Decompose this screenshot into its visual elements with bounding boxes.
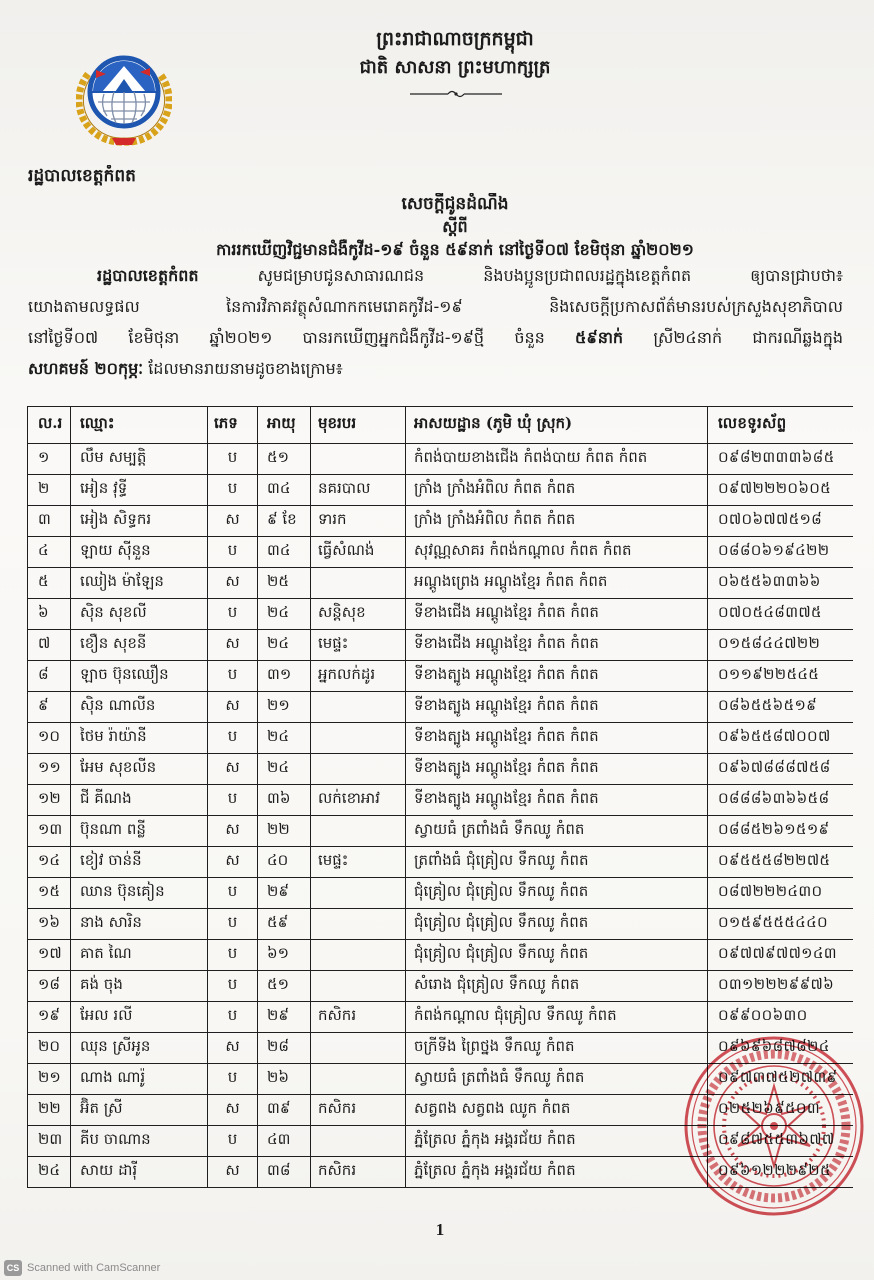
intro-case-count-bold: ៥៩នាក់ [575, 328, 624, 347]
table-row [28, 909, 854, 940]
cell-sex: ប [208, 475, 258, 506]
cell-job: អ្នកលក់ដូរ [311, 661, 406, 692]
cell-sex: ប [208, 1002, 258, 1033]
cell-name: អែម សុខលីន [71, 754, 208, 785]
cell-sex: ស [208, 816, 258, 847]
cell-age: ២៤ [258, 599, 311, 630]
cell-name: អៀន វុទ្ធី [71, 475, 208, 506]
cell-job [311, 1033, 406, 1064]
cell-sex: ប [208, 723, 258, 754]
cell-no: ៦ [28, 599, 71, 630]
cell-sex: ប [208, 909, 258, 940]
table-row [28, 754, 854, 785]
cell-job [311, 723, 406, 754]
cell-no: ២៣ [28, 1126, 71, 1157]
cell-name: សាយ ដារ៉ី [71, 1157, 208, 1188]
camscanner-watermark [4, 1259, 264, 1277]
cell-phone: ០១៥៨៤៤៧២២ [708, 630, 854, 661]
cell-phone: ០១១៩២២៥៤៥ [708, 661, 854, 692]
cell-name: អែល រលី [71, 1002, 208, 1033]
cell-sex: ស [208, 692, 258, 723]
cell-name: ខឿន សុខនី [71, 630, 208, 661]
cell-sex: ស [208, 1157, 258, 1188]
cell-age: ២៩ [258, 1002, 311, 1033]
cell-phone: ០៨៨៨៦៣៦៦៥៨ [708, 785, 854, 816]
cell-sex: ប [208, 971, 258, 1002]
cell-name: ស៊ិន ណាលីន [71, 692, 208, 723]
cell-age: ៤៣ [258, 1126, 311, 1157]
cell-name: ជី គីណង [71, 785, 208, 816]
header-age: អាយុ [258, 407, 311, 444]
cell-age: ៣៤ [258, 475, 311, 506]
cell-age: ២៤ [258, 754, 311, 785]
table-row [28, 568, 854, 599]
header-address: អាសយដ្ឋាន (ភូមិ ឃុំ ស្រុក) [406, 407, 708, 444]
cell-address: ជុំគ្រៀល ជុំគ្រៀល ទឹកឈូ កំពត [406, 878, 708, 909]
cell-age: ៥១ [258, 971, 311, 1002]
cell-job [311, 909, 406, 940]
header-name: ឈ្មោះ [71, 407, 208, 444]
cell-job [311, 940, 406, 971]
cell-age: ៣៤ [258, 537, 311, 568]
cell-address: ទីខាងត្បូង អណ្តូងខ្មែរ កំពត កំពត [406, 723, 708, 754]
cell-phone: ០៩៧៣៧៥២៧៣៩ [708, 1064, 854, 1095]
intro-text: យោងតាមលទ្ធផល នៃការវិភាគវត្ថុសំណាកកមេរោគកូវីដ-១៩ និងសេចក្តីប្រកាសព័ត៌មានរបស់ក្រសួងសុខាភិបាល [28, 297, 843, 316]
page-number: 1 [435, 1220, 445, 1239]
cell-age: ២២ [258, 816, 311, 847]
cell-no: ១១ [28, 754, 71, 785]
cell-phone: ០៩៥៥៥៨២២៧៥ [708, 847, 854, 878]
cell-no: ២១ [28, 1064, 71, 1095]
cell-no: ២ [28, 475, 71, 506]
notice-title: សេចក្តីជូនដំណឹង [401, 194, 509, 214]
cell-no: ២៤ [28, 1157, 71, 1188]
cell-sex: ស [208, 847, 258, 878]
table-row [28, 816, 854, 847]
table-row [28, 723, 854, 754]
camscanner-icon: CS [4, 1260, 22, 1276]
cell-sex: ប [208, 785, 258, 816]
cell-phone: ០៩៦៥៥៨៧០០៧ [708, 723, 854, 754]
cell-phone: ០១៥៩៥៥៥៤៤០ [708, 909, 854, 940]
cell-sex: ស [208, 506, 258, 537]
table-row [28, 506, 854, 537]
cell-address: ទីខាងត្បូង អណ្តូងខ្មែរ កំពត កំពត [406, 785, 708, 816]
cell-no: ១០ [28, 723, 71, 754]
cell-no: ១៦ [28, 909, 71, 940]
cell-name: ណាង ណារ៉ូ [71, 1064, 208, 1095]
cell-phone: ០៣១២២២៩៩៧៦ [708, 971, 854, 1002]
cell-address: ជុំគ្រៀល ជុំគ្រៀល ទឹកឈូ កំពត [406, 940, 708, 971]
cell-address: កំពង់បាយខាងជើង កំពង់បាយ កំពត កំពត [406, 444, 708, 475]
cell-job [311, 1064, 406, 1095]
cell-phone: ០៩៩០០៦៣០ [708, 1002, 854, 1033]
issuer-name: រដ្ឋបាលខេត្តកំពត [28, 166, 136, 186]
cell-no: ១៤ [28, 847, 71, 878]
intro-community-bold: សហគមន៍ ២០កុម្ភៈ [28, 359, 144, 378]
cell-name: ឡាច ប៊ុនឈឿន [71, 661, 208, 692]
header-phone: លេខទូរស័ព្ទ [708, 407, 854, 444]
cell-job [311, 816, 406, 847]
cell-sex: ប [208, 599, 258, 630]
cell-sex: ប [208, 1126, 258, 1157]
cell-age: ៥១ [258, 444, 311, 475]
cell-name: អៀង សិទ្ធករ [71, 506, 208, 537]
cell-sex: ស [208, 1095, 258, 1126]
cell-job: លក់ខោអាវ [311, 785, 406, 816]
cell-name: ឈៀង ម៉ាឡែន [71, 568, 208, 599]
header-no: ល.រ [28, 407, 71, 444]
table-row [28, 940, 854, 971]
cell-job: ទារក [311, 506, 406, 537]
cell-age: ៣១ [258, 661, 311, 692]
cell-sex: ស [208, 630, 258, 661]
cell-name: គាត ណៃ [71, 940, 208, 971]
cell-job [311, 692, 406, 723]
cell-no: ១៨ [28, 971, 71, 1002]
cell-job: សន្តិសុខ [311, 599, 406, 630]
cell-name: នាង សារិន [71, 909, 208, 940]
cell-phone: ០២៥២៦៩៥០៣ [708, 1095, 854, 1126]
cell-phone: ០៩៦១២២២៩២៥ [708, 1157, 854, 1188]
cell-job: កសិករ [311, 1002, 406, 1033]
cell-no: ២០ [28, 1033, 71, 1064]
cell-address: ស្វាយធំ ត្រពាំងធំ ទឹកឈូ កំពត [406, 816, 708, 847]
cell-age: ៣៩ [258, 1095, 311, 1126]
cell-sex: ស [208, 1033, 258, 1064]
cell-no: ១៧ [28, 940, 71, 971]
cell-address: ស្វាយធំ ត្រពាំងធំ ទឹកឈូ កំពត [406, 1064, 708, 1095]
cell-sex: ស [208, 754, 258, 785]
cell-no: ៩ [28, 692, 71, 723]
table-row [28, 1002, 854, 1033]
cell-phone: ០៩៧២២២០៦០៥ [708, 475, 854, 506]
cell-age: ៣៦ [258, 785, 311, 816]
camscanner-text: Scanned with CamScanner [27, 1262, 161, 1274]
cell-phone: ០៨៧២២២៤៣០ [708, 878, 854, 909]
cell-phone: ០៩៦៩៦៨៧៨២៤ [708, 1033, 854, 1064]
cell-address: អណ្តូងព្រេង អណ្តូងខ្មែរ កំពត កំពត [406, 568, 708, 599]
table-row [28, 475, 854, 506]
cell-age: ៦១ [258, 940, 311, 971]
cell-name: ឈុន ស្រីអូន [71, 1033, 208, 1064]
intro-line-3 [28, 324, 843, 352]
cell-age: ២៤ [258, 630, 311, 661]
cell-sex: ប [208, 444, 258, 475]
cell-address: សត្វពង សត្វពង ឈូក កំពត [406, 1095, 708, 1126]
cell-no: ៣ [28, 506, 71, 537]
cell-job: មេផ្ទះ [311, 847, 406, 878]
cell-phone: ០៨៦៥៥៦៥១៩ [708, 692, 854, 723]
table-row [28, 785, 854, 816]
national-motto: ជាតិ សាសនា ព្រះមហាក្សត្រ [359, 57, 551, 78]
cell-phone: ០៧០៥៤៨៣៧៥ [708, 599, 854, 630]
table-row [28, 537, 854, 568]
table-row [28, 630, 854, 661]
header-sex: ភេទ [208, 407, 258, 444]
intro-line-1 [28, 262, 843, 290]
cell-job: កសិករ [311, 1095, 406, 1126]
cell-phone: ០៨៨០៦១៩៤២២ [708, 537, 854, 568]
cell-phone: ០៩៨៧៥៥៣៦៧៧ [708, 1126, 854, 1157]
cell-age: ២៨ [258, 1033, 311, 1064]
cell-phone: ០៩៧៧៩៧៧១៤៣ [708, 940, 854, 971]
cell-address: ទីខាងត្បូង អណ្តូងខ្មែរ កំពត កំពត [406, 754, 708, 785]
cell-age: ៣៨ [258, 1157, 311, 1188]
cell-address: ក្រាំង ក្រាំងអំពិល កំពត កំពត [406, 475, 708, 506]
cell-address: ជុំគ្រៀល ជុំគ្រៀល ទឹកឈូ កំពត [406, 909, 708, 940]
cell-address: ទីខាងត្បូង អណ្តូងខ្មែរ កំពត កំពត [406, 661, 708, 692]
intro-text: ដែលមានរាយនាមដូចខាងក្រោម៖ [143, 359, 343, 378]
cell-name: អ៊ិត ស្រី [71, 1095, 208, 1126]
cell-job: កសិករ [311, 1157, 406, 1188]
intro-line-4 [28, 355, 843, 383]
cell-name: ខៀវ ចាន់នី [71, 847, 208, 878]
table-header-row [28, 407, 854, 444]
cell-address: ភ្នំត្រែល ភ្នំកុង អង្គរជ័យ កំពត [406, 1126, 708, 1157]
cell-no: ៨ [28, 661, 71, 692]
table-row [28, 847, 854, 878]
cell-age: ៥៩ [258, 909, 311, 940]
cell-age: ២៩ [258, 878, 311, 909]
cell-address: ចក្រីទីង ព្រៃថ្នង ទឹកឈូ កំពត [406, 1033, 708, 1064]
cell-age: ២៤ [258, 723, 311, 754]
cell-sex: ប [208, 1064, 258, 1095]
intro-text: ស្រី២៤នាក់ ជាករណីឆ្លងក្នុង [623, 328, 843, 347]
cell-name: ឈាន ប៊ុនគៀន [71, 878, 208, 909]
provincial-logo [76, 46, 172, 148]
cell-phone: ០៨៨៥២៦១៥១៩ [708, 816, 854, 847]
table-row [28, 661, 854, 692]
table-row [28, 444, 854, 475]
intro-text: នៅថ្ងៃទី០៧ ខែមិថុនា ឆ្នាំ២០២១ បានរកឃើញអ្នកជំងឺកូវីដ-១៩ថ្មី ចំនួន [28, 328, 576, 347]
cell-no: ៤ [28, 537, 71, 568]
cell-phone: ០៦៥៥៦៣៣៦៦ [708, 568, 854, 599]
table-row [28, 878, 854, 909]
cell-name: ឡាយ ស៊ីនួន [71, 537, 208, 568]
official-seal-stamp [682, 1034, 866, 1218]
cell-address: ទីខាងត្បូង អណ្តូងខ្មែរ កំពត កំពត [406, 692, 708, 723]
cell-job [311, 754, 406, 785]
cell-sex: ប [208, 661, 258, 692]
cell-address: ទីខាងជើង អណ្តូងខ្មែរ កំពត កំពត [406, 599, 708, 630]
cell-address: ទីខាងជើង អណ្តូងខ្មែរ កំពត កំពត [406, 630, 708, 661]
cell-job [311, 1126, 406, 1157]
cell-address: កំពង់កណ្តាល ជុំគ្រៀល ទឹកឈូ កំពត [406, 1002, 708, 1033]
intro-issuer-bold: រដ្ឋបាលខេត្តកំពត [97, 266, 199, 285]
ornament-divider [408, 88, 504, 100]
cell-address: ក្រាំង ក្រាំងអំពិល កំពត កំពត [406, 506, 708, 537]
cell-no: ៥ [28, 568, 71, 599]
cell-name: ថៃម រ៉ាយ៉ានី [71, 723, 208, 754]
cell-name: លឹម សម្បត្តិ [71, 444, 208, 475]
notice-about: ស្តីពី [442, 217, 468, 236]
cell-job: ធ្វើសំណង់ [311, 537, 406, 568]
cell-no: ៧ [28, 630, 71, 661]
cell-no: ២២ [28, 1095, 71, 1126]
table-row [28, 971, 854, 1002]
cell-sex: ប [208, 878, 258, 909]
intro-text: សូមជម្រាបជូនសាធារណជន និងបងប្អូនប្រជាពលរដ្ឋក្នុងខេត្តកំពត ឲ្យបានជ្រាបថា៖ [198, 266, 843, 285]
cell-address: ភ្នំត្រែល ភ្នំកុង អង្គរជ័យ កំពត [406, 1157, 708, 1188]
cell-job [311, 568, 406, 599]
cell-age: ២១ [258, 692, 311, 723]
cell-name: ស៊ិន សុខលី [71, 599, 208, 630]
cell-no: ១៩ [28, 1002, 71, 1033]
cell-age: ២៥ [258, 568, 311, 599]
cell-job [311, 878, 406, 909]
cell-job [311, 971, 406, 1002]
cell-no: ១២ [28, 785, 71, 816]
cell-phone: ០៩៨២៣៣៣៦៨៥ [708, 444, 854, 475]
cell-address: សំរោង ជុំគ្រៀល ទឹកឈូ កំពត [406, 971, 708, 1002]
cell-address: សុវណ្ណសាគរ កំពង់កណ្តាល កំពត កំពត [406, 537, 708, 568]
cell-job: មេផ្ទះ [311, 630, 406, 661]
intro-line-2 [28, 293, 843, 321]
table-row [28, 599, 854, 630]
cell-age: ២៦ [258, 1064, 311, 1095]
cell-no: ១ [28, 444, 71, 475]
cell-name: គីប ចាណាន [71, 1126, 208, 1157]
cell-sex: ប [208, 940, 258, 971]
cell-no: ១៣ [28, 816, 71, 847]
cell-no: ១៥ [28, 878, 71, 909]
table-row [28, 692, 854, 723]
cell-name: ប៊ុនណា ពន្លី [71, 816, 208, 847]
cell-job [311, 444, 406, 475]
notice-subject: ការរកឃើញវិជ្ជមានជំងឺកូវីដ-១៩ ចំនួន ៥៩នាក់ នៅថ្ងៃទី០៧ ខែមិថុនា ឆ្នាំ២០២១ [216, 240, 694, 259]
cell-age: ៤០ [258, 847, 311, 878]
cell-address: ត្រពាំងធំ ជុំគ្រៀល ទឹកឈូ កំពត [406, 847, 708, 878]
cell-phone: ០៧០៦៧៧៥១៨ [708, 506, 854, 537]
header-occupation: មុខរបរ [311, 407, 406, 444]
cell-name: គង់ ចុង [71, 971, 208, 1002]
cell-job: នគរបាល [311, 475, 406, 506]
cell-phone: ០៩៦៧៨៨៨៧៥៨ [708, 754, 854, 785]
cell-sex: ប [208, 537, 258, 568]
cell-sex: ស [208, 568, 258, 599]
cell-age: ៩ ខែ [258, 506, 311, 537]
kingdom-heading: ព្រះរាជាណាចក្រកម្ពុជា [376, 28, 534, 50]
